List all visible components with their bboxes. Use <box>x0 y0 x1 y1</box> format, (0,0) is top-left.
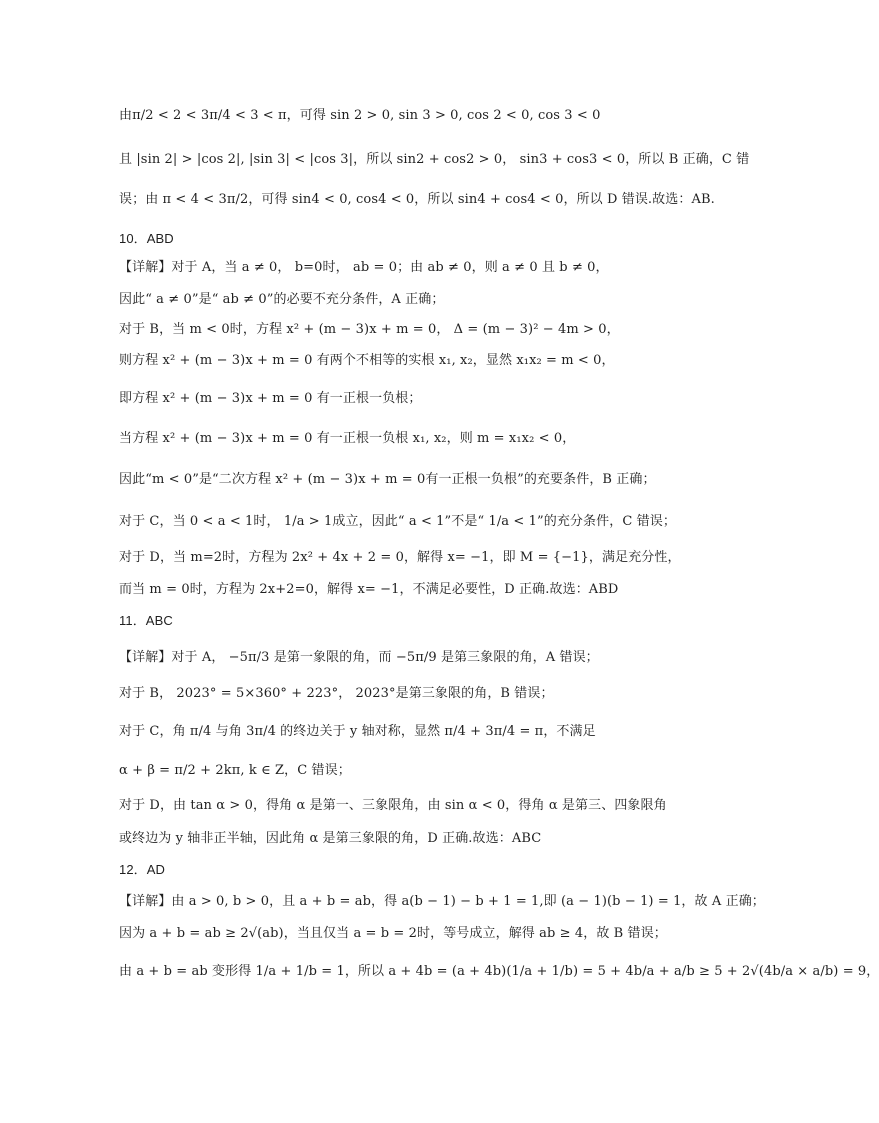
text-line: 当方程 x² + (m − 3)x + m = 0 有一正根一负根 x₁, x₂，则 m = x₁x₂ < 0， <box>119 431 576 446</box>
text-line: 即方程 x² + (m − 3)x + m = 0 有一正根一负根； <box>119 391 422 406</box>
text-line: 由π/2 < 2 < 3π/4 < 3 < π，可得 sin 2 > 0, sin 3 > 0, cos 2 < 0, cos 3 < 0 <box>119 108 601 123</box>
text-line: 【详解】对于 A，当 a ≠ 0， b=0时， ab = 0；由 ab ≠ 0，则 a ≠ 0 且 b ≠ 0， <box>119 260 609 275</box>
text-line: 误；由 π < 4 < 3π/2，可得 sin4 < 0, cos4 < 0，所以 sin4 + cos4 < 0，所以 D 错误.故选：AB. <box>119 192 715 207</box>
text-line: 因为 a + b = ab ≥ 2√(ab)，当且仅当 a = b = 2时，等号成立，解得 ab ≥ 4，故 B 错误； <box>119 926 667 941</box>
text-line: 而当 m = 0时，方程为 2x+2=0，解得 x= −1，不满足必要性，D 正确.故选：ABD <box>119 582 619 597</box>
text-line: 对于 C，当 0 < a < 1时， 1/a > 1成立，因此“ a < 1”不是“ 1/a < 1”的充分条件，C 错误； <box>119 514 676 529</box>
text-line: 对于 D，当 m=2时，方程为 2x² + 4x + 2 = 0，解得 x= −1，即 M = {−1}，满足充分性， <box>119 550 681 565</box>
text-line: 因此“m < 0”是“二次方程 x² + (m − 3)x + m = 0有一正根一负根”的充要条件，B 正确； <box>119 472 656 487</box>
text-line: 则方程 x² + (m − 3)x + m = 0 有两个不相等的实根 x₁, x₂，显然 x₁x₂ = m < 0， <box>119 353 615 368</box>
question-number: 10．ABD <box>119 231 174 246</box>
question-number: 11．ABC <box>119 613 173 628</box>
text-line: 且 |sin 2| > |cos 2|, |sin 3| < |cos 3|，所以 sin2 + cos2 > 0， sin3 + cos3 < 0，所以 B 正确，C 错 <box>119 152 750 167</box>
text-line: α + β = π/2 + 2kπ, k ∈ Z，C 错误； <box>119 763 351 778</box>
text-line: 【详解】由 a > 0, b > 0，且 a + b = ab，得 a(b − 1) − b + 1 = 1,即 (a − 1)(b − 1) = 1，故 A 正确； <box>119 894 765 909</box>
text-line: 【详解】对于 A， −5π/3 是第一象限的角，而 −5π/9 是第三象限的角，A 错误； <box>119 650 599 665</box>
text-line: 对于 D，由 tan α > 0，得角 α 是第一、三象限角，由 sin α < 0，得角 α 是第三、四象限角 <box>119 798 667 813</box>
question-number: 12．AD <box>119 862 166 877</box>
text-line: 对于 B， 2023° = 5×360° + 223°， 2023°是第三象限的角，B 错误； <box>119 686 554 701</box>
text-line: 由 a + b = ab 变形得 1/a + 1/b = 1，所以 a + 4b = (a + 4b)(1/a + 1/b) = 5 + 4b/a + a/b ≥ 5 + 2√(4b/a × a/b) = 9， <box>119 964 879 979</box>
text-line: 对于 B，当 m < 0时，方程 x² + (m − 3)x + m = 0， Δ = (m − 3)² − 4m > 0， <box>119 322 620 337</box>
text-line: 因此“ a ≠ 0”是“ ab ≠ 0”的必要不充分条件，A 正确； <box>119 292 445 307</box>
text-line: 或终边为 y 轴非正半轴，因此角 α 是第三象限的角，D 正确.故选：ABC <box>119 831 542 846</box>
text-line: 对于 C，角 π/4 与角 3π/4 的终边关于 y 轴对称，显然 π/4 + 3π/4 = π，不满足 <box>119 724 596 739</box>
